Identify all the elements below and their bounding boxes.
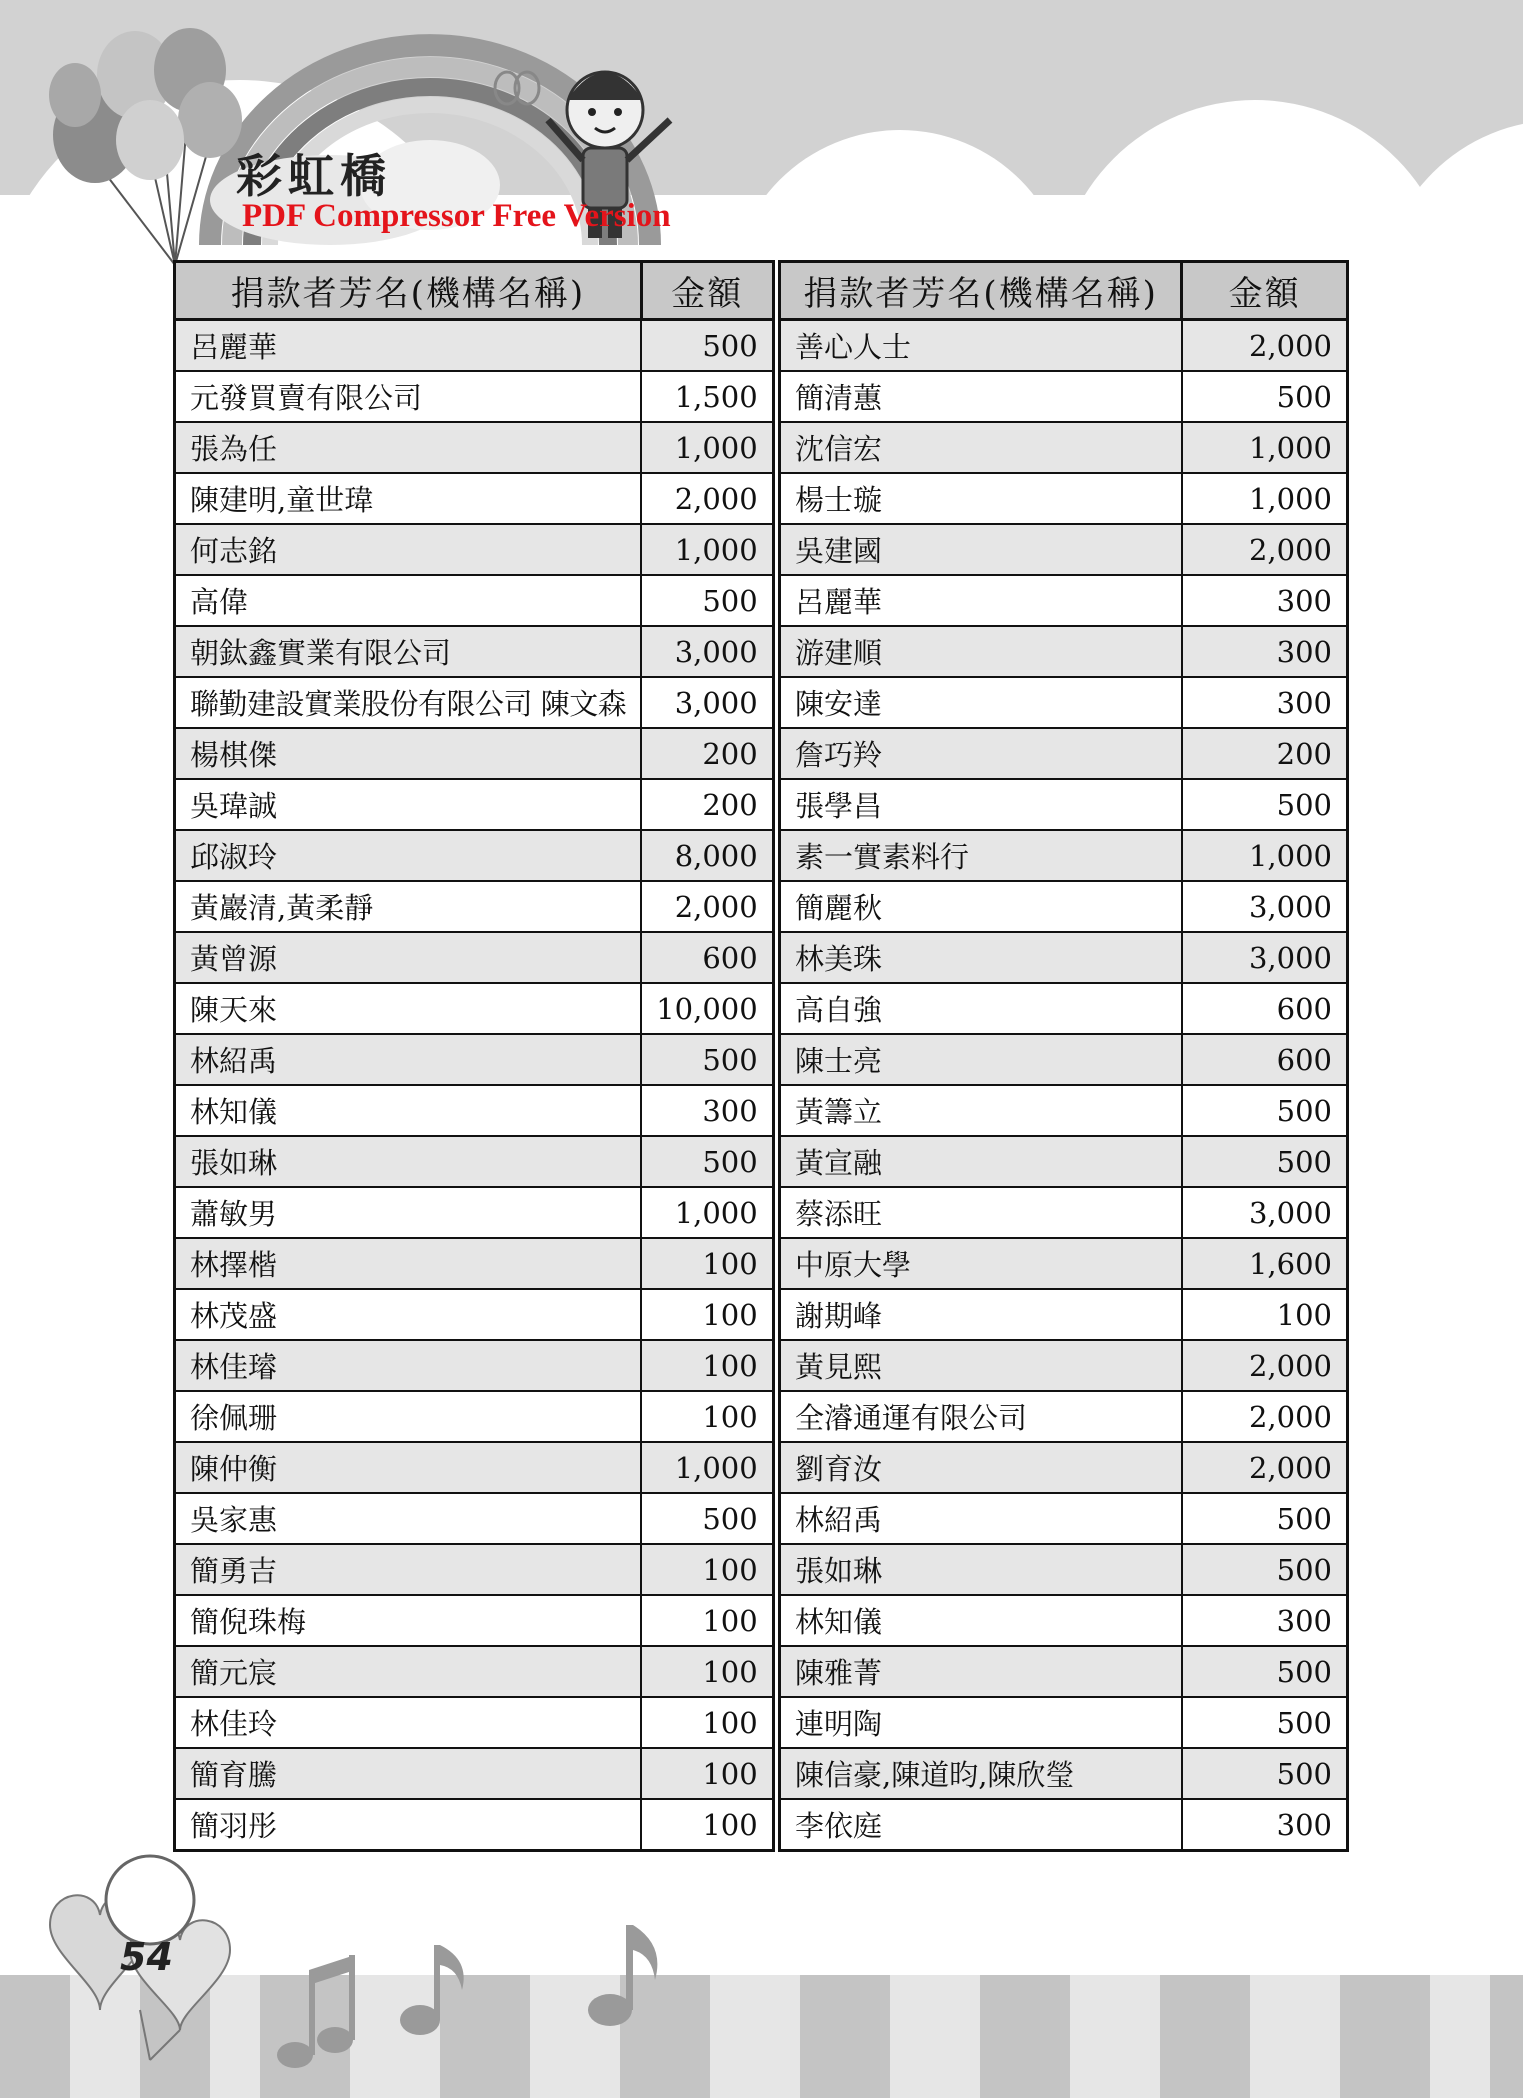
donor-name: 陳仲衡 <box>175 1442 642 1493</box>
donor-name: 林擇楷 <box>175 1238 642 1289</box>
table-row <box>780 1646 1348 1697</box>
donation-amount: 2,000 <box>1182 1391 1348 1442</box>
table-row <box>780 932 1348 983</box>
donor-name: 黃巖清,黃柔靜 <box>175 881 642 932</box>
table-row <box>780 1595 1348 1646</box>
donation-amount: 500 <box>641 320 773 372</box>
donation-amount: 2,000 <box>641 473 773 524</box>
donation-amount: 500 <box>1182 1136 1348 1187</box>
table-row <box>175 1799 774 1851</box>
donation-amount: 3,000 <box>1182 881 1348 932</box>
donor-name: 楊棋傑 <box>175 728 642 779</box>
donation-amount: 1,000 <box>1182 830 1348 881</box>
donation-amount: 500 <box>1182 1748 1348 1799</box>
donor-name: 元發買賣有限公司 <box>175 371 642 422</box>
donation-amount: 500 <box>641 1034 773 1085</box>
donor-name: 黃曾源 <box>175 932 642 983</box>
donor-name: 高偉 <box>175 575 642 626</box>
table-row <box>780 983 1348 1034</box>
watermark-text: PDF Compressor Free Version <box>242 198 671 234</box>
donation-amount: 600 <box>1182 983 1348 1034</box>
table-row <box>780 473 1348 524</box>
donation-amount: 2,000 <box>1182 1340 1348 1391</box>
donation-amount: 500 <box>641 1136 773 1187</box>
donor-name: 李依庭 <box>780 1799 1182 1851</box>
donor-name: 詹巧羚 <box>780 728 1182 779</box>
table-row <box>175 626 774 677</box>
donor-name: 連明陶 <box>780 1697 1182 1748</box>
donor-name: 中原大學 <box>780 1238 1182 1289</box>
donation-amount: 100 <box>641 1646 773 1697</box>
donation-amount: 100 <box>641 1799 773 1851</box>
table-row <box>780 830 1348 881</box>
donation-amount: 2,000 <box>1182 320 1348 372</box>
donation-amount: 100 <box>641 1238 773 1289</box>
table-row <box>780 728 1348 779</box>
donation-amount: 100 <box>641 1748 773 1799</box>
table-row <box>780 371 1348 422</box>
table-row <box>780 881 1348 932</box>
donor-name: 林美珠 <box>780 932 1182 983</box>
donor-name: 簡元宸 <box>175 1646 642 1697</box>
table-row <box>175 1595 774 1646</box>
donation-amount: 600 <box>1182 1034 1348 1085</box>
donor-name: 陳建明,童世瑋 <box>175 473 642 524</box>
donation-amount: 500 <box>641 1493 773 1544</box>
donation-amount: 500 <box>1182 1697 1348 1748</box>
table-row <box>780 1697 1348 1748</box>
donation-amount: 300 <box>1182 677 1348 728</box>
donor-name: 陳信豪,陳道昀,陳欣瑩 <box>780 1748 1182 1799</box>
donor-name: 游建順 <box>780 626 1182 677</box>
donor-name: 邱淑玲 <box>175 830 642 881</box>
donor-name: 陳士亮 <box>780 1034 1182 1085</box>
donation-amount: 1,000 <box>1182 473 1348 524</box>
donor-name: 林茂盛 <box>175 1289 642 1340</box>
table-row <box>780 1340 1348 1391</box>
donor-name: 張學昌 <box>780 779 1182 830</box>
donation-amount: 1,000 <box>641 524 773 575</box>
bottom-stripes <box>0 1975 1523 2098</box>
table-row <box>780 626 1348 677</box>
section-title: 彩虹橋 <box>236 149 392 203</box>
table-header-row <box>175 262 774 320</box>
donation-amount: 10,000 <box>641 983 773 1034</box>
donation-amount: 1,000 <box>641 422 773 473</box>
table-row <box>175 1697 774 1748</box>
table-row <box>780 575 1348 626</box>
table-row <box>175 1391 774 1442</box>
page-number: 54 <box>120 1935 173 1979</box>
donation-amount: 2,000 <box>1182 524 1348 575</box>
donor-name: 林知儀 <box>780 1595 1182 1646</box>
table-row <box>175 1034 774 1085</box>
donor-name: 吳瑋誠 <box>175 779 642 830</box>
donor-name: 謝期峰 <box>780 1289 1182 1340</box>
table-row <box>175 371 774 422</box>
donation-amount: 1,500 <box>641 371 773 422</box>
donation-amount: 500 <box>1182 1646 1348 1697</box>
donation-amount: 8,000 <box>641 830 773 881</box>
donor-name: 蕭敏男 <box>175 1187 642 1238</box>
table-row <box>175 524 774 575</box>
donation-amount: 500 <box>1182 1085 1348 1136</box>
donor-name: 張如琳 <box>780 1544 1182 1595</box>
donor-name: 簡倪珠梅 <box>175 1595 642 1646</box>
header-name: 捐款者芳名(機構名稱) <box>175 262 642 320</box>
donation-amount: 3,000 <box>641 677 773 728</box>
table-row <box>175 1646 774 1697</box>
donation-amount: 100 <box>641 1697 773 1748</box>
donation-amount: 2,000 <box>1182 1442 1348 1493</box>
table-row <box>780 1748 1348 1799</box>
table-row <box>780 677 1348 728</box>
table-row <box>780 1136 1348 1187</box>
table-row <box>175 728 774 779</box>
donor-table-left <box>173 260 775 1852</box>
table-row <box>175 575 774 626</box>
donor-name: 楊士璇 <box>780 473 1182 524</box>
table-row <box>175 1748 774 1799</box>
donor-name: 何志銘 <box>175 524 642 575</box>
donor-name: 簡育騰 <box>175 1748 642 1799</box>
donor-name: 張如琳 <box>175 1136 642 1187</box>
donation-amount: 300 <box>1182 1595 1348 1646</box>
donation-amount: 300 <box>1182 626 1348 677</box>
table-row <box>780 1085 1348 1136</box>
donor-name: 簡清蕙 <box>780 371 1182 422</box>
donor-name: 劉育汝 <box>780 1442 1182 1493</box>
donation-amount: 1,000 <box>1182 422 1348 473</box>
donor-name: 善心人士 <box>780 320 1182 372</box>
donor-name: 吳家惠 <box>175 1493 642 1544</box>
donor-name: 蔡添旺 <box>780 1187 1182 1238</box>
table-row <box>175 830 774 881</box>
donor-name: 徐佩珊 <box>175 1391 642 1442</box>
donor-name: 陳天來 <box>175 983 642 1034</box>
table-row <box>175 779 774 830</box>
table-row <box>780 422 1348 473</box>
donation-amount: 200 <box>1182 728 1348 779</box>
donation-amount: 200 <box>641 728 773 779</box>
donor-name: 黃見熙 <box>780 1340 1182 1391</box>
table-row <box>175 983 774 1034</box>
donor-name: 黃籌立 <box>780 1085 1182 1136</box>
header-amount: 金額 <box>641 262 773 320</box>
donor-name: 呂麗華 <box>175 320 642 372</box>
donor-name: 陳雅菁 <box>780 1646 1182 1697</box>
donation-amount: 3,000 <box>1182 932 1348 983</box>
table-row <box>780 524 1348 575</box>
table-row <box>175 1238 774 1289</box>
header-name: 捐款者芳名(機構名稱) <box>780 262 1182 320</box>
table-row <box>175 1442 774 1493</box>
donation-amount: 2,000 <box>641 881 773 932</box>
table-row <box>780 1034 1348 1085</box>
table-row <box>780 1391 1348 1442</box>
donor-table-right <box>778 260 1349 1852</box>
table-row <box>175 1187 774 1238</box>
donation-amount: 500 <box>1182 1544 1348 1595</box>
table-row <box>780 1187 1348 1238</box>
donation-amount: 100 <box>641 1340 773 1391</box>
donor-name: 朝鈦鑫實業有限公司 <box>175 626 642 677</box>
table-row <box>780 779 1348 830</box>
table-row <box>175 1340 774 1391</box>
donor-name: 呂麗華 <box>780 575 1182 626</box>
donation-amount: 100 <box>641 1595 773 1646</box>
donor-name: 聯勤建設實業股份有限公司 陳文森 <box>175 677 642 728</box>
donor-name: 高自強 <box>780 983 1182 1034</box>
donor-name: 全濬通運有限公司 <box>780 1391 1182 1442</box>
donation-amount: 600 <box>641 932 773 983</box>
donor-name: 簡羽彤 <box>175 1799 642 1851</box>
donation-amount: 300 <box>1182 575 1348 626</box>
donation-amount: 200 <box>641 779 773 830</box>
donation-amount: 500 <box>1182 371 1348 422</box>
table-row <box>780 1493 1348 1544</box>
donation-amount: 500 <box>641 575 773 626</box>
donation-amount: 1,600 <box>1182 1238 1348 1289</box>
donation-amount: 1,000 <box>641 1187 773 1238</box>
donor-name: 簡麗秋 <box>780 881 1182 932</box>
donation-amount: 500 <box>1182 779 1348 830</box>
donor-name: 林佳璿 <box>175 1340 642 1391</box>
table-row <box>175 881 774 932</box>
table-row <box>780 1544 1348 1595</box>
donation-amount: 100 <box>641 1289 773 1340</box>
table-row <box>175 677 774 728</box>
table-row <box>175 1085 774 1136</box>
donor-name: 簡勇吉 <box>175 1544 642 1595</box>
table-row <box>175 1544 774 1595</box>
donation-amount: 300 <box>1182 1799 1348 1851</box>
donation-amount: 3,000 <box>1182 1187 1348 1238</box>
donor-name: 素一實素料行 <box>780 830 1182 881</box>
donation-amount: 100 <box>641 1544 773 1595</box>
header-amount: 金額 <box>1182 262 1348 320</box>
table-row <box>780 320 1348 372</box>
donor-name: 吳建國 <box>780 524 1182 575</box>
donation-amount: 3,000 <box>641 626 773 677</box>
donor-name: 林知儀 <box>175 1085 642 1136</box>
table-row <box>175 1136 774 1187</box>
donor-name: 沈信宏 <box>780 422 1182 473</box>
table-row <box>175 1289 774 1340</box>
table-row <box>175 932 774 983</box>
table-row <box>780 1289 1348 1340</box>
donation-amount: 100 <box>641 1391 773 1442</box>
table-row <box>175 320 774 372</box>
table-header-row <box>780 262 1348 320</box>
donor-name: 林紹禹 <box>780 1493 1182 1544</box>
donor-name: 黃宣融 <box>780 1136 1182 1187</box>
donation-amount: 100 <box>1182 1289 1348 1340</box>
table-row <box>175 422 774 473</box>
donor-name: 林紹禹 <box>175 1034 642 1085</box>
table-row <box>175 1493 774 1544</box>
table-row <box>780 1799 1348 1851</box>
donor-name: 張為任 <box>175 422 642 473</box>
donor-name: 陳安達 <box>780 677 1182 728</box>
donation-amount: 500 <box>1182 1493 1348 1544</box>
donor-name: 林佳玲 <box>175 1697 642 1748</box>
donation-amount: 1,000 <box>641 1442 773 1493</box>
table-row <box>780 1442 1348 1493</box>
donation-amount: 300 <box>641 1085 773 1136</box>
table-row <box>780 1238 1348 1289</box>
table-row <box>175 473 774 524</box>
